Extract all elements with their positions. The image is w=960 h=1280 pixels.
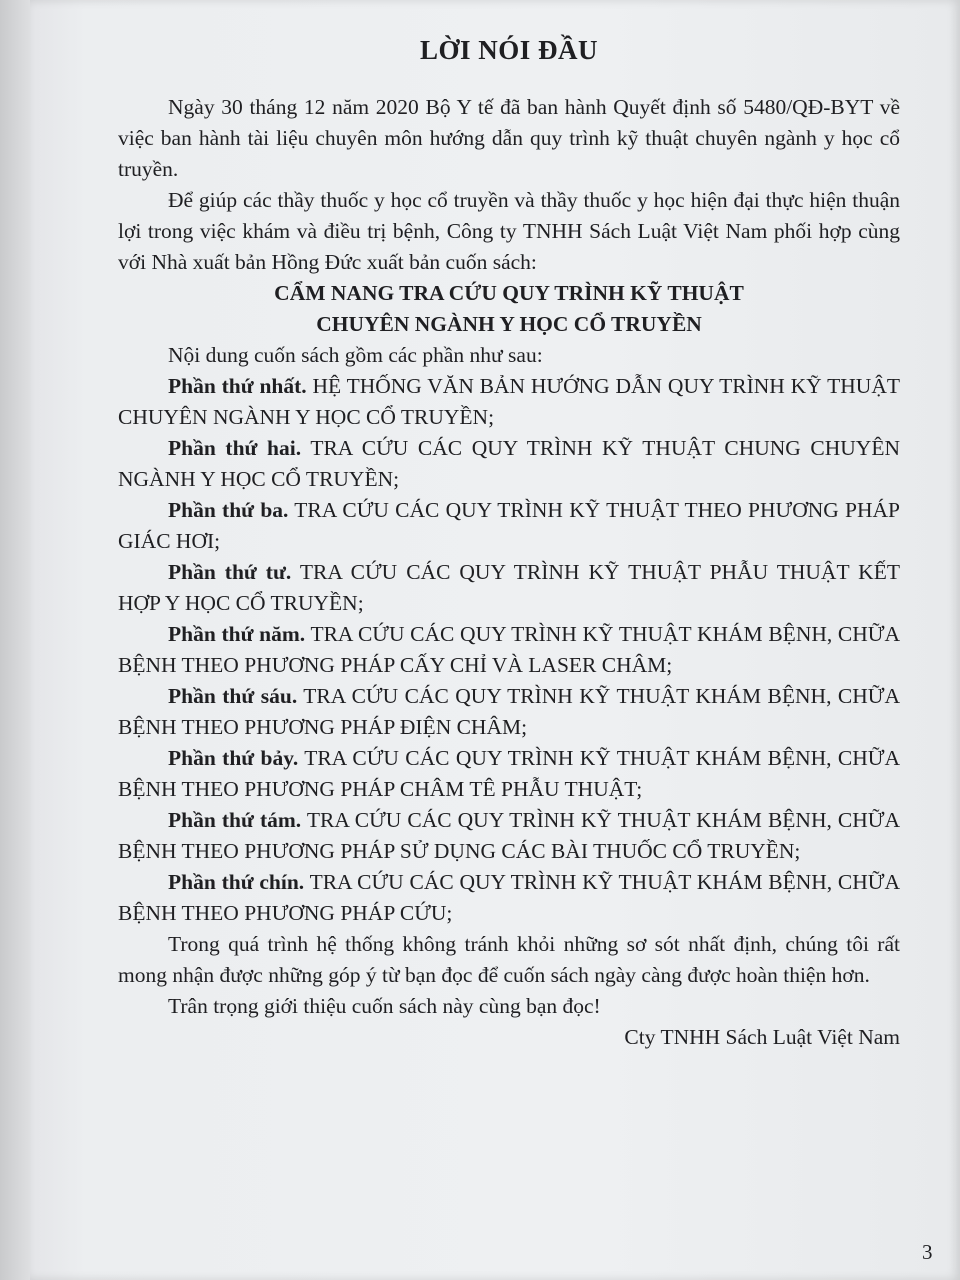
part-item [118,433,900,495]
part-label: Phần thứ tư. [168,560,292,584]
part-label: Phần thứ hai. [168,436,302,460]
part-item [118,557,900,619]
part-label: Phần thứ ba. [168,498,289,522]
part-text: TRA CỨU CÁC QUY TRÌNH KỸ THUẬT KHÁM BỆNH, CHỮA BỆNH THEO PHƯƠNG PHÁP CHÂM TÊ PHẪU THUẬT; [118,746,900,801]
part-text: TRA CỨU CÁC QUY TRÌNH KỸ THUẬT THEO PHƯƠNG PHÁP GIÁC HƠI; [118,498,901,553]
part-item [118,681,900,743]
part-label: Phần thứ bảy. [168,746,299,770]
part-item [118,805,900,867]
book-title-line-1: CẨM NANG TRA CỨU QUY TRÌNH KỸ THUẬT [274,281,744,305]
part-label: Phần thứ nhất. [168,374,307,398]
part-item [118,867,900,929]
part-item [118,743,900,805]
part-label: Phần thứ tám. [168,808,302,832]
book-title-line-2: CHUYÊN NGÀNH Y HỌC CỔ TRUYỀN [316,312,702,336]
part-text: TRA CỨU CÁC QUY TRÌNH KỸ THUẬT KHÁM BỆNH, CHỮA BỆNH THEO PHƯƠNG PHÁP SỬ DỤNG CÁC BÀI THUỐC CỔ TRUYỀN; [118,808,900,863]
intro-paragraph-2: Để giúp các thầy thuốc y học cổ truyền và thầy thuốc y học hiện đại thực hiện thuận lợi trong việc khám và điều trị bệnh, Công ty TNHH Sách Luật Việt Nam phối hợp cùng với Nhà xuất bản Hồng Đức xuất bản cuốn sách: [118,188,900,274]
closing-paragraph-1: Trong quá trình hệ thống không tránh khỏi những sơ sót nhất định, chúng tôi rất mong nhận được những góp ý từ bạn đọc để cuốn sách ngày càng được hoàn thiện hơn. [118,932,900,987]
part-text: TRA CỨU CÁC QUY TRÌNH KỸ THUẬT KHÁM BỆNH, CHỮA BỆNH THEO PHƯƠNG PHÁP ĐIỆN CHÂM; [118,684,900,739]
part-label: Phần thứ chín. [168,870,305,894]
part-text: TRA CỨU CÁC QUY TRÌNH KỸ THUẬT KHÁM BỆNH, CHỮA BỆNH THEO PHƯƠNG PHÁP CẤY CHỈ VÀ LASER CHÂM; [118,622,900,677]
part-text: TRA CỨU CÁC QUY TRÌNH KỸ THUẬT CHUNG CHUYÊN NGÀNH Y HỌC CỔ TRUYỀN; [118,436,900,491]
part-text: HỆ THỐNG VĂN BẢN HƯỚNG DẪN QUY TRÌNH KỸ THUẬT CHUYÊN NGÀNH Y HỌC CỔ TRUYỀN; [118,374,900,429]
book-gutter [0,0,30,1280]
closing-paragraph-2: Trân trọng giới thiệu cuốn sách này cùng bạn đọc! [168,994,601,1018]
book-page [30,0,960,1280]
part-text: TRA CỨU CÁC QUY TRÌNH KỸ THUẬT PHẪU THUẬT KẾT HỢP Y HỌC CỔ TRUYỀN; [118,560,900,615]
page-heading: LỜI NÓI ĐẦU [419,35,599,65]
part-item [118,371,900,433]
intro-paragraph-1: Ngày 30 tháng 12 năm 2020 Bộ Y tế đã ban hành Quyết định số 5480/QĐ-BYT về việc ban hành tài liệu chuyên môn hướng dẫn quy trình kỹ thuật chuyên ngành y học cổ truyền. [118,95,900,181]
part-text: TRA CỨU CÁC QUY TRÌNH KỸ THUẬT KHÁM BỆNH, CHỮA BỆNH THEO PHƯƠNG PHÁP CỨU; [118,870,901,925]
part-item [118,495,900,557]
page-number: 3 [922,1240,933,1264]
part-item [118,619,900,681]
contents-intro: Nội dung cuốn sách gồm các phần như sau: [168,343,543,367]
part-label: Phần thứ sáu. [168,684,298,708]
part-label: Phần thứ năm. [168,622,306,646]
signature: Cty TNHH Sách Luật Việt Nam [624,1025,900,1049]
page-content [118,30,900,1053]
